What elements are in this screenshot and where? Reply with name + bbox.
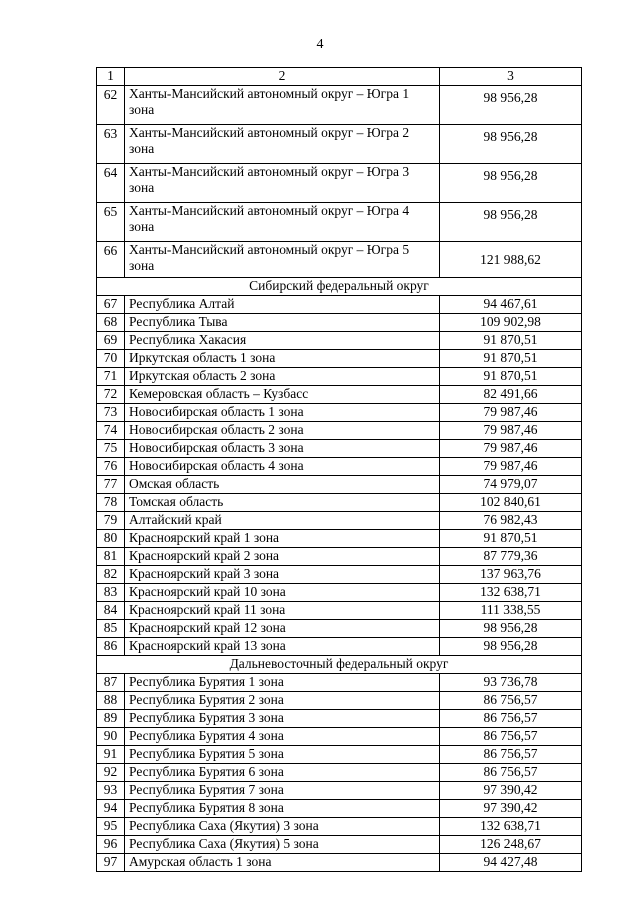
- region-name: Кемеровская область – Кузбасс: [125, 386, 440, 404]
- region-name: Республика Бурятия 1 зона: [125, 674, 440, 692]
- row-number: 82: [97, 566, 125, 584]
- region-name: Республика Бурятия 5 зона: [125, 746, 440, 764]
- row-number: 87: [97, 674, 125, 692]
- table-row: [97, 164, 582, 203]
- table-row: [97, 800, 582, 818]
- region-name: Томская область: [125, 494, 440, 512]
- row-number: 90: [97, 728, 125, 746]
- row-number: 86: [97, 638, 125, 656]
- table-row: [97, 332, 582, 350]
- section-header-row: [97, 278, 582, 296]
- table-row: [97, 620, 582, 638]
- row-number: 78: [97, 494, 125, 512]
- region-name: Республика Алтай: [125, 296, 440, 314]
- table-row: [97, 203, 582, 242]
- region-name: Республика Бурятия 2 зона: [125, 692, 440, 710]
- row-number: 63: [97, 125, 125, 164]
- table-row: [97, 86, 582, 125]
- region-name: Республика Тыва: [125, 314, 440, 332]
- table-row: [97, 368, 582, 386]
- row-number: 76: [97, 458, 125, 476]
- section-header-row: [97, 656, 582, 674]
- tariff-value: 121 988,62: [440, 242, 582, 278]
- tariff-value: 132 638,71: [440, 584, 582, 602]
- row-number: 77: [97, 476, 125, 494]
- table-body: [97, 68, 582, 872]
- region-name: Амурская область 1 зона: [125, 854, 440, 872]
- row-number: 97: [97, 854, 125, 872]
- row-number: 69: [97, 332, 125, 350]
- row-number: 74: [97, 422, 125, 440]
- table-row: [97, 404, 582, 422]
- tariff-value: 79 987,46: [440, 440, 582, 458]
- region-name: Республика Бурятия 4 зона: [125, 728, 440, 746]
- row-number: 80: [97, 530, 125, 548]
- column-header: 2: [125, 68, 440, 86]
- section-title: Дальневосточный федеральный округ: [97, 656, 582, 674]
- table-row: [97, 350, 582, 368]
- region-name: Ханты-Мансийский автономный округ – Югра 3 зона: [125, 164, 440, 203]
- table-row: [97, 584, 582, 602]
- row-number: 72: [97, 386, 125, 404]
- row-number: 64: [97, 164, 125, 203]
- row-number: 91: [97, 746, 125, 764]
- table-row: [97, 836, 582, 854]
- tariff-value: 98 956,28: [440, 125, 582, 164]
- tariff-value: 97 390,42: [440, 782, 582, 800]
- tariff-value: 79 987,46: [440, 458, 582, 476]
- region-name: Республика Бурятия 8 зона: [125, 800, 440, 818]
- table-row: [97, 854, 582, 872]
- tariff-value: 97 390,42: [440, 800, 582, 818]
- region-name: Ханты-Мансийский автономный округ – Югра 5 зона: [125, 242, 440, 278]
- tariff-value: 94 467,61: [440, 296, 582, 314]
- tariff-value: 86 756,57: [440, 692, 582, 710]
- region-name: Красноярский край 12 зона: [125, 620, 440, 638]
- tariff-value: 91 870,51: [440, 530, 582, 548]
- table-row: [97, 494, 582, 512]
- table-row: [97, 638, 582, 656]
- row-number: 62: [97, 86, 125, 125]
- tariff-value: 98 956,28: [440, 86, 582, 125]
- region-name: Республика Хакасия: [125, 332, 440, 350]
- table-row: [97, 764, 582, 782]
- tariff-value: 91 870,51: [440, 368, 582, 386]
- table-row: [97, 746, 582, 764]
- table-row: [97, 692, 582, 710]
- tariff-value: 132 638,71: [440, 818, 582, 836]
- tariff-value: 94 427,48: [440, 854, 582, 872]
- row-number: 96: [97, 836, 125, 854]
- tariff-value: 98 956,28: [440, 620, 582, 638]
- tariff-value: 111 338,55: [440, 602, 582, 620]
- tariff-table: [96, 67, 582, 872]
- tariff-value: 126 248,67: [440, 836, 582, 854]
- table-row: [97, 602, 582, 620]
- table-row: [97, 296, 582, 314]
- region-name: Омская область: [125, 476, 440, 494]
- row-number: 95: [97, 818, 125, 836]
- tariff-value: 79 987,46: [440, 422, 582, 440]
- table-row: [97, 314, 582, 332]
- table-row: [97, 566, 582, 584]
- region-name: Красноярский край 1 зона: [125, 530, 440, 548]
- column-header: 1: [97, 68, 125, 86]
- tariff-value: 109 902,98: [440, 314, 582, 332]
- region-name: Красноярский край 10 зона: [125, 584, 440, 602]
- row-number: 70: [97, 350, 125, 368]
- table-row: [97, 386, 582, 404]
- table-row: [97, 440, 582, 458]
- row-number: 73: [97, 404, 125, 422]
- table-header-row: [97, 68, 582, 86]
- tariff-value: 102 840,61: [440, 494, 582, 512]
- tariff-value: 76 982,43: [440, 512, 582, 530]
- region-name: Республика Саха (Якутия) 3 зона: [125, 818, 440, 836]
- row-number: 88: [97, 692, 125, 710]
- row-number: 71: [97, 368, 125, 386]
- row-number: 85: [97, 620, 125, 638]
- row-number: 81: [97, 548, 125, 566]
- table-row: [97, 458, 582, 476]
- region-name: Ханты-Мансийский автономный округ – Югра 4 зона: [125, 203, 440, 242]
- region-name: Красноярский край 11 зона: [125, 602, 440, 620]
- tariff-value: 74 979,07: [440, 476, 582, 494]
- section-title: Сибирский федеральный округ: [97, 278, 582, 296]
- row-number: 68: [97, 314, 125, 332]
- region-name: Новосибирская область 2 зона: [125, 422, 440, 440]
- row-number: 84: [97, 602, 125, 620]
- region-name: Красноярский край 3 зона: [125, 566, 440, 584]
- tariff-value: 86 756,57: [440, 710, 582, 728]
- table-row: [97, 125, 582, 164]
- region-name: Республика Бурятия 3 зона: [125, 710, 440, 728]
- region-name: Иркутская область 1 зона: [125, 350, 440, 368]
- region-name: Республика Бурятия 7 зона: [125, 782, 440, 800]
- table-row: [97, 782, 582, 800]
- region-name: Ханты-Мансийский автономный округ – Югра 1 зона: [125, 86, 440, 125]
- row-number: 89: [97, 710, 125, 728]
- tariff-value: 86 756,57: [440, 746, 582, 764]
- region-name: Красноярский край 13 зона: [125, 638, 440, 656]
- tariff-value: 86 756,57: [440, 764, 582, 782]
- region-name: Новосибирская область 3 зона: [125, 440, 440, 458]
- region-name: Республика Бурятия 6 зона: [125, 764, 440, 782]
- tariff-value: 137 963,76: [440, 566, 582, 584]
- row-number: 79: [97, 512, 125, 530]
- table-row: [97, 242, 582, 278]
- region-name: Алтайский край: [125, 512, 440, 530]
- table-row: [97, 710, 582, 728]
- region-name: Республика Саха (Якутия) 5 зона: [125, 836, 440, 854]
- tariff-value: 91 870,51: [440, 332, 582, 350]
- region-name: Ханты-Мансийский автономный округ – Югра 2 зона: [125, 125, 440, 164]
- row-number: 66: [97, 242, 125, 278]
- table-row: [97, 818, 582, 836]
- region-name: Новосибирская область 4 зона: [125, 458, 440, 476]
- tariff-value: 86 756,57: [440, 728, 582, 746]
- table-row: [97, 548, 582, 566]
- tariff-value: 91 870,51: [440, 350, 582, 368]
- row-number: 92: [97, 764, 125, 782]
- row-number: 93: [97, 782, 125, 800]
- page-number: 4: [316, 37, 324, 52]
- row-number: 75: [97, 440, 125, 458]
- region-name: Иркутская область 2 зона: [125, 368, 440, 386]
- row-number: 83: [97, 584, 125, 602]
- table-row: [97, 476, 582, 494]
- table-row: [97, 674, 582, 692]
- tariff-value: 82 491,66: [440, 386, 582, 404]
- tariff-value: 98 956,28: [440, 164, 582, 203]
- region-name: Новосибирская область 1 зона: [125, 404, 440, 422]
- row-number: 67: [97, 296, 125, 314]
- tariff-value: 98 956,28: [440, 638, 582, 656]
- table-row: [97, 530, 582, 548]
- tariff-value: 87 779,36: [440, 548, 582, 566]
- row-number: 65: [97, 203, 125, 242]
- table-row: [97, 422, 582, 440]
- tariff-value: 93 736,78: [440, 674, 582, 692]
- column-header: 3: [440, 68, 582, 86]
- row-number: 94: [97, 800, 125, 818]
- tariff-value: 98 956,28: [440, 203, 582, 242]
- table-row: [97, 512, 582, 530]
- table-row: [97, 728, 582, 746]
- tariff-value: 79 987,46: [440, 404, 582, 422]
- region-name: Красноярский край 2 зона: [125, 548, 440, 566]
